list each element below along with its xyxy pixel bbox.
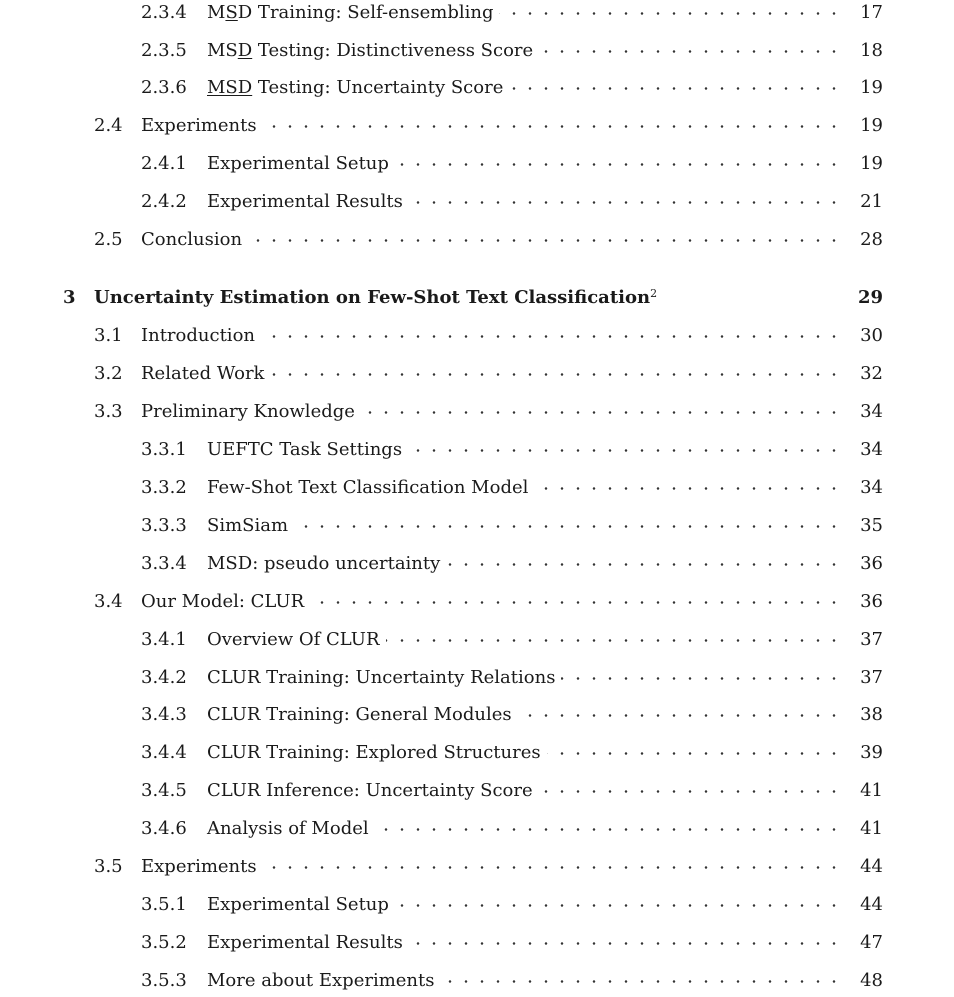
toc-entry-title-text: Conclusion bbox=[141, 229, 243, 250]
toc-entry[interactable] bbox=[0, 0, 954, 28]
toc-entry-title-text: Experiments bbox=[141, 856, 257, 877]
toc-entry-page-number: 34 bbox=[860, 477, 883, 498]
toc-entry-page-number: 34 bbox=[860, 439, 883, 460]
toc-entry-page-number: 44 bbox=[860, 856, 883, 877]
toc-entry[interactable] bbox=[0, 149, 954, 179]
toc-entry-title-text: Analysis of Model bbox=[207, 818, 369, 839]
toc-entry[interactable] bbox=[0, 776, 954, 806]
toc-entry-page-number: 21 bbox=[860, 191, 883, 212]
toc-entry-page-number: 28 bbox=[860, 229, 883, 250]
toc-entry-title bbox=[94, 283, 663, 313]
toc-dot-leader bbox=[441, 980, 842, 983]
toc-entry-title-text: Experimental Setup bbox=[207, 153, 389, 174]
toc-entry[interactable] bbox=[0, 625, 954, 655]
toc-entry-page-number: 30 bbox=[860, 325, 883, 346]
toc-entry[interactable] bbox=[0, 473, 954, 503]
toc-dot-leader bbox=[263, 125, 842, 128]
toc-entry-title-text: Experimental Setup bbox=[207, 894, 389, 915]
toc-entry[interactable] bbox=[0, 225, 954, 255]
toc-entry-number: 2.4 bbox=[94, 115, 123, 136]
toc-entry[interactable] bbox=[0, 397, 954, 427]
toc-entry-page-number: 19 bbox=[860, 115, 883, 136]
toc-dot-leader bbox=[395, 904, 842, 907]
toc-entry[interactable] bbox=[0, 852, 954, 882]
toc-dot-leader bbox=[261, 335, 842, 338]
toc-entry[interactable] bbox=[0, 738, 954, 768]
toc-entry-number: 3.3.3 bbox=[141, 515, 187, 536]
toc-entry-page-number: 36 bbox=[860, 591, 883, 612]
toc-entry[interactable] bbox=[0, 73, 954, 103]
toc-dot-leader bbox=[395, 163, 842, 166]
toc-entry[interactable] bbox=[0, 890, 954, 920]
toc-entry-number: 3.5.3 bbox=[141, 970, 187, 991]
toc-entry-page-number: 37 bbox=[860, 629, 883, 650]
toc-entry-number: 3.3 bbox=[94, 401, 123, 422]
toc-dot-leader bbox=[294, 525, 842, 528]
toc-entry-title-text: CLUR Training: General Modules bbox=[207, 704, 512, 725]
toc-entry-title bbox=[141, 852, 263, 882]
toc-entry-title bbox=[207, 928, 409, 958]
toc-entry-page-number: 19 bbox=[860, 77, 883, 98]
toc-entry-title bbox=[207, 549, 446, 579]
toc-entry-page-number: 18 bbox=[860, 40, 883, 61]
toc-entry-title-underlined: S bbox=[225, 2, 238, 23]
toc-entry-title bbox=[141, 397, 361, 427]
toc-entry-number: 2.3.5 bbox=[141, 40, 187, 61]
toc-entry-title-text: Preliminary Knowledge bbox=[141, 401, 355, 422]
toc-dot-leader bbox=[263, 866, 842, 869]
toc-entry-title-text: Experimental Results bbox=[207, 932, 403, 953]
toc-entry-title bbox=[141, 111, 263, 141]
toc-entry-number: 3.4.3 bbox=[141, 704, 187, 725]
toc-entry-title-text: Experiments bbox=[141, 115, 257, 136]
toc-dot-leader bbox=[547, 752, 842, 755]
toc-entry-page-number: 38 bbox=[860, 704, 883, 725]
toc-entry-page-number: 29 bbox=[857, 287, 883, 308]
toc-entry[interactable] bbox=[0, 814, 954, 844]
toc-entry[interactable] bbox=[0, 549, 954, 579]
toc-entry-page-number: 17 bbox=[860, 2, 883, 23]
toc-entry-title-underlined: MSD bbox=[207, 77, 253, 98]
toc-entry-number: 3.2 bbox=[94, 363, 123, 384]
toc-entry-page-number: 19 bbox=[860, 153, 883, 174]
toc-entry-title bbox=[207, 663, 561, 693]
toc-entry-title bbox=[207, 890, 395, 920]
toc-entry-number: 3.3.2 bbox=[141, 477, 187, 498]
toc-entry-title-text: Testing: Uncertainty Score bbox=[252, 77, 504, 98]
toc-entry-page-number: 47 bbox=[860, 932, 883, 953]
toc-entry[interactable] bbox=[0, 663, 954, 693]
toc-entry-title bbox=[207, 0, 499, 28]
toc-entry[interactable] bbox=[0, 966, 954, 996]
toc-entry-number: 3.4 bbox=[94, 591, 123, 612]
toc-entry-number: 2.3.4 bbox=[141, 2, 187, 23]
toc-entry-number: 3 bbox=[63, 287, 76, 308]
footnote-marker[interactable]: 2 bbox=[650, 287, 658, 300]
toc-entry-title-text: Our Model: CLUR bbox=[141, 591, 305, 612]
toc-entry-number: 3.4.2 bbox=[141, 667, 187, 688]
toc-entry-title bbox=[207, 473, 534, 503]
toc-entry-page-number: 32 bbox=[860, 363, 883, 384]
toc-entry-title bbox=[207, 187, 409, 217]
toc-entry-number: 3.3.4 bbox=[141, 553, 187, 574]
toc-entry-title-text: MS bbox=[207, 40, 238, 61]
toc-dot-leader bbox=[409, 942, 842, 945]
toc-entry-number: 3.5.2 bbox=[141, 932, 187, 953]
toc-entry-page-number: 34 bbox=[860, 401, 883, 422]
toc-dot-leader bbox=[375, 828, 842, 831]
toc-entry-page-number: 35 bbox=[860, 515, 883, 536]
toc-entry-number: 2.4.2 bbox=[141, 191, 187, 212]
toc-entry[interactable] bbox=[0, 700, 954, 730]
toc-entry[interactable] bbox=[0, 359, 954, 389]
toc-entry-page-number: 48 bbox=[860, 970, 883, 991]
toc-entry-number: 3.4.4 bbox=[141, 742, 187, 763]
toc-entry-title bbox=[207, 966, 441, 996]
toc-entry[interactable] bbox=[0, 321, 954, 351]
toc-entry[interactable] bbox=[0, 511, 954, 541]
toc-entry-number: 2.5 bbox=[94, 229, 123, 250]
toc-entry-title bbox=[207, 511, 294, 541]
toc-entry-title-text: Overview Of CLUR bbox=[207, 629, 380, 650]
toc-entry-number: 3.5.1 bbox=[141, 894, 187, 915]
toc-entry-title bbox=[207, 149, 395, 179]
toc-entry-page-number: 41 bbox=[860, 780, 883, 801]
toc-entry-title-text: Uncertainty Estimation on Few-Shot Text Classification bbox=[94, 287, 651, 308]
toc-entry-title-text: D Training: Self-ensembling bbox=[237, 2, 494, 23]
toc-entry-page-number: 39 bbox=[860, 742, 883, 763]
toc-entry[interactable] bbox=[0, 587, 954, 617]
toc-dot-leader bbox=[446, 563, 842, 566]
toc-dot-leader bbox=[408, 449, 842, 452]
toc-dot-leader bbox=[539, 50, 842, 53]
toc-entry-title-text: SimSiam bbox=[207, 515, 289, 536]
toc-entry-number: 3.5 bbox=[94, 856, 123, 877]
toc-entry-page-number: 36 bbox=[860, 553, 883, 574]
toc-entry-title bbox=[141, 587, 310, 617]
toc-dot-leader bbox=[534, 487, 842, 490]
toc-entry-number: 3.4.5 bbox=[141, 780, 187, 801]
toc-entry-title-text: CLUR Training: Explored Structures bbox=[207, 742, 541, 763]
toc-entry-number: 3.4.1 bbox=[141, 629, 187, 650]
toc-entry-title bbox=[207, 625, 386, 655]
toc-dot-leader bbox=[386, 639, 842, 642]
toc-entry-title-text: Experimental Results bbox=[207, 191, 403, 212]
toc-dot-leader bbox=[409, 201, 842, 204]
toc-entry-title bbox=[207, 73, 509, 103]
toc-entry-title-underlined: D bbox=[237, 40, 253, 61]
toc-entry-title-text: MSD: pseudo uncertainty bbox=[207, 553, 441, 574]
toc-entry-title-text: Related Work bbox=[141, 363, 265, 384]
toc-dot-leader bbox=[539, 790, 842, 793]
toc-entry-title bbox=[207, 700, 518, 730]
toc-entry[interactable] bbox=[0, 187, 954, 217]
toc-entry-page-number: 44 bbox=[860, 894, 883, 915]
toc-entry-title bbox=[207, 776, 539, 806]
toc-entry[interactable] bbox=[0, 928, 954, 958]
toc-entry-title bbox=[207, 36, 539, 66]
toc-entry[interactable] bbox=[0, 36, 954, 66]
toc-entry-page-number: 37 bbox=[860, 667, 883, 688]
toc-entry-title bbox=[141, 225, 248, 255]
toc-entry-title-text: UEFTC Task Settings bbox=[207, 439, 403, 460]
toc-entry-title bbox=[207, 435, 408, 465]
toc-dot-leader bbox=[509, 87, 842, 90]
toc-entry-number: 3.1 bbox=[94, 325, 123, 346]
toc-entry-title-text: M bbox=[207, 2, 226, 23]
toc-entry-title bbox=[207, 738, 547, 768]
toc-dot-leader bbox=[499, 12, 842, 15]
toc-entry-number: 2.3.6 bbox=[141, 77, 187, 98]
toc-entry-number: 3.3.1 bbox=[141, 439, 187, 460]
toc-entry-title-text: Introduction bbox=[141, 325, 255, 346]
toc-entry-number: 2.4.1 bbox=[141, 153, 187, 174]
toc-chapter-entry[interactable] bbox=[0, 283, 954, 313]
toc-dot-leader bbox=[248, 239, 842, 242]
toc-entry-title-text: Few-Shot Text Classification Model bbox=[207, 477, 529, 498]
toc-entry-number: 3.4.6 bbox=[141, 818, 187, 839]
toc-entry-page-number: 41 bbox=[860, 818, 883, 839]
toc-dot-leader bbox=[270, 373, 842, 376]
toc-entry[interactable] bbox=[0, 435, 954, 465]
toc-entry-title-text: Testing: Distinctiveness Score bbox=[252, 40, 534, 61]
toc-dot-leader bbox=[310, 601, 842, 604]
toc-entry[interactable] bbox=[0, 111, 954, 141]
toc-dot-leader bbox=[361, 411, 842, 414]
toc-entry-title-text: More about Experiments bbox=[207, 970, 435, 991]
toc-entry-title-text: CLUR Training: Uncertainty Relations bbox=[207, 667, 556, 688]
toc-dot-leader bbox=[518, 714, 842, 717]
toc-dot-leader bbox=[561, 677, 842, 680]
toc-entry-title bbox=[141, 321, 261, 351]
toc-entry-title-text: CLUR Inference: Uncertainty Score bbox=[207, 780, 533, 801]
toc-entry-title bbox=[207, 814, 375, 844]
toc-entry-title bbox=[141, 359, 270, 389]
